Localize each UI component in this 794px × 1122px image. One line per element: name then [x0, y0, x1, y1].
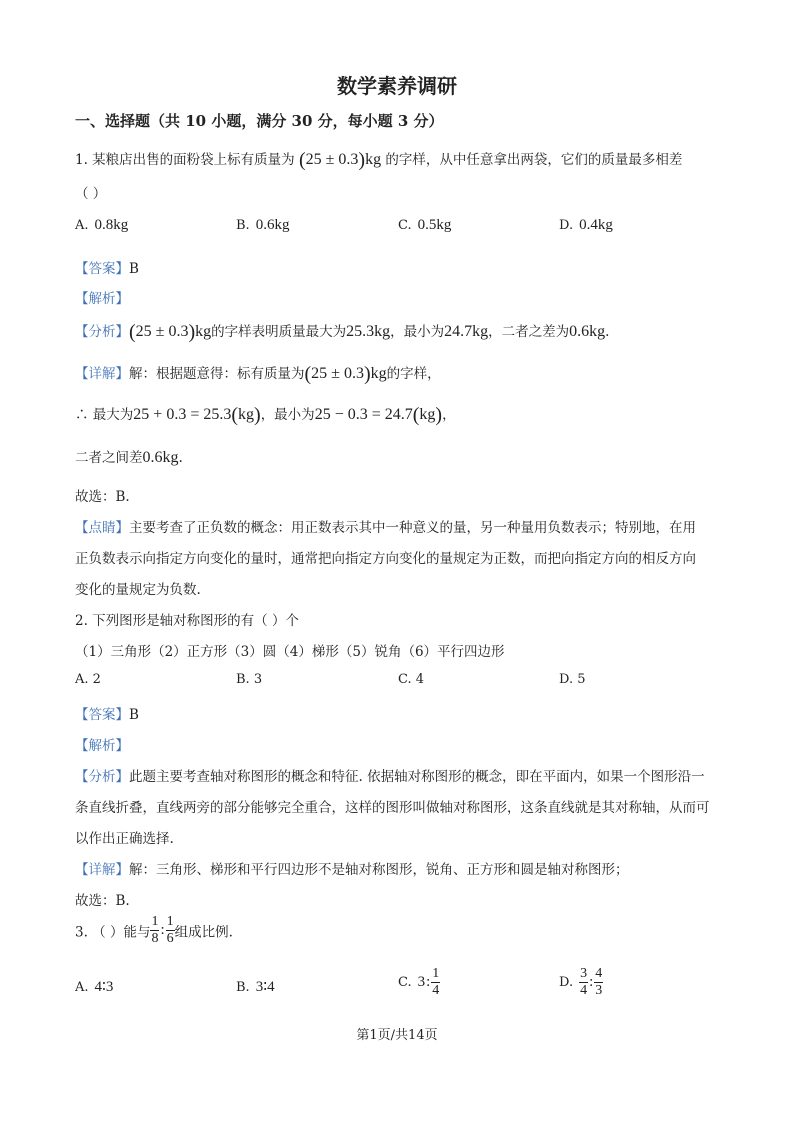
q1-option-a[interactable]: A. 0.8kg — [75, 217, 129, 233]
q1-option-b[interactable]: B. 0.6kg — [236, 217, 290, 233]
q1-stem — [75, 148, 682, 172]
q1-stem-suffix: 的字样，从中任意拿出两袋，它们的质量最多相差 — [385, 152, 683, 168]
q2-xiangjie: 【详解】解：三角形、梯形和平行四边形不是轴对称图形，锐角、正方形和圆是轴对称图形； — [75, 862, 629, 878]
q1-answer: 【答案】B — [75, 261, 139, 277]
q2-stem: 2. 下列图形是轴对称图形的有（ ）个 — [75, 613, 299, 629]
answer-label: 【答案】 — [75, 261, 129, 277]
q3-option-d[interactable]: D. $\frac{3}{4}$ : $\frac{4}{3}$ — [559, 966, 603, 998]
q1-option-d[interactable]: D. 0.4kg — [559, 217, 613, 233]
q3-fraction-1: $\frac{1}{8}$ — [151, 914, 159, 946]
q1-dianjing-line1: 【点睛】主要考查了正负数的概念：用正数表示其中一种意义的量，另一种量用负数表示；特别地，在用 — [75, 520, 696, 536]
q1-calc-line: ∴ 最大为25 + 0.3 = 25.3(kg)，最小为25 − 0.3 = 24.7(kg)， — [75, 404, 456, 426]
q2-option-a[interactable]: A. 2 — [75, 672, 101, 687]
q1-stem-prefix: 1. 某粮店出售的面粉袋上标有质量为 — [75, 152, 295, 168]
q3-option-a[interactable]: A. 4∶3 — [75, 979, 114, 995]
q2-option-c[interactable]: C. 4 — [398, 672, 425, 687]
q1-blank: （ ） — [75, 186, 107, 202]
q1-choose: 故选：B. — [75, 489, 130, 505]
q2-fenxi-line3: 以作出正确选择. — [75, 831, 174, 847]
q1-stem-math: (25 ± 0.3)kg — [298, 149, 382, 171]
q1-xiangjie: 【详解】解：根据题意得：标有质量为(25 ± 0.3)kg的字样， — [75, 363, 441, 385]
q3-fraction-2: $\frac{1}{6}$ — [166, 914, 174, 946]
q2-choose: 故选：B. — [75, 893, 130, 909]
section-heading: 一、选择题（共 10 小题，满分 30 分，每小题 3 分） — [75, 112, 444, 130]
q1-option-c[interactable]: C. 0.5kg — [398, 217, 452, 233]
page-footer: 第1页/共14页 — [356, 1028, 438, 1043]
q2-option-d[interactable]: D. 5 — [559, 672, 586, 687]
q2-option-b[interactable]: B. 3 — [236, 672, 263, 687]
q2-analysis-label: 【解析】 — [75, 738, 129, 754]
q1-dianjing-line2: 正负数表示向指定方向变化的量时，通常把向指定方向变化的量规定为正数，而把向指定方向的相反方向 — [75, 551, 696, 567]
page-title: 数学素养调研 — [337, 74, 457, 98]
q3-option-b[interactable]: B. 3∶4 — [236, 979, 275, 995]
q1-diff-line: 二者之间差0.6kg. — [75, 449, 183, 466]
q1-dianjing-line3: 变化的量规定为负数. — [75, 582, 201, 598]
q2-answer: 【答案】B — [75, 707, 139, 723]
q3-stem: 3. （ ）能与 $\frac{1}{8}$ : $\frac{1}{6}$ 组成比例. — [75, 914, 233, 946]
q1-fenxi: 【分析】(25 ± 0.3)kg的字样表明质量最大为25.3kg，最小为24.7kg，二者之差为0.6kg. — [75, 321, 610, 343]
q2-items: （1）三角形（2）正方形（3）圆（4）梯形（5）锐角（6）平行四边形 — [75, 644, 505, 660]
q2-fenxi-line1: 【分析】此题主要考查轴对称图形的概念和特征. 依据轴对称图形的概念，即在平面内，如果一个图形沿一 — [75, 769, 705, 785]
q1-analysis-label: 【解析】 — [75, 291, 129, 307]
q3-option-c[interactable]: C. 3: $\frac{1}{4}$ — [398, 966, 440, 998]
q2-fenxi-line2: 条直线折叠，直线两旁的部分能够完全重合，这样的图形叫做轴对称图形，这条直线就是其对称轴，从而可 — [75, 800, 710, 816]
